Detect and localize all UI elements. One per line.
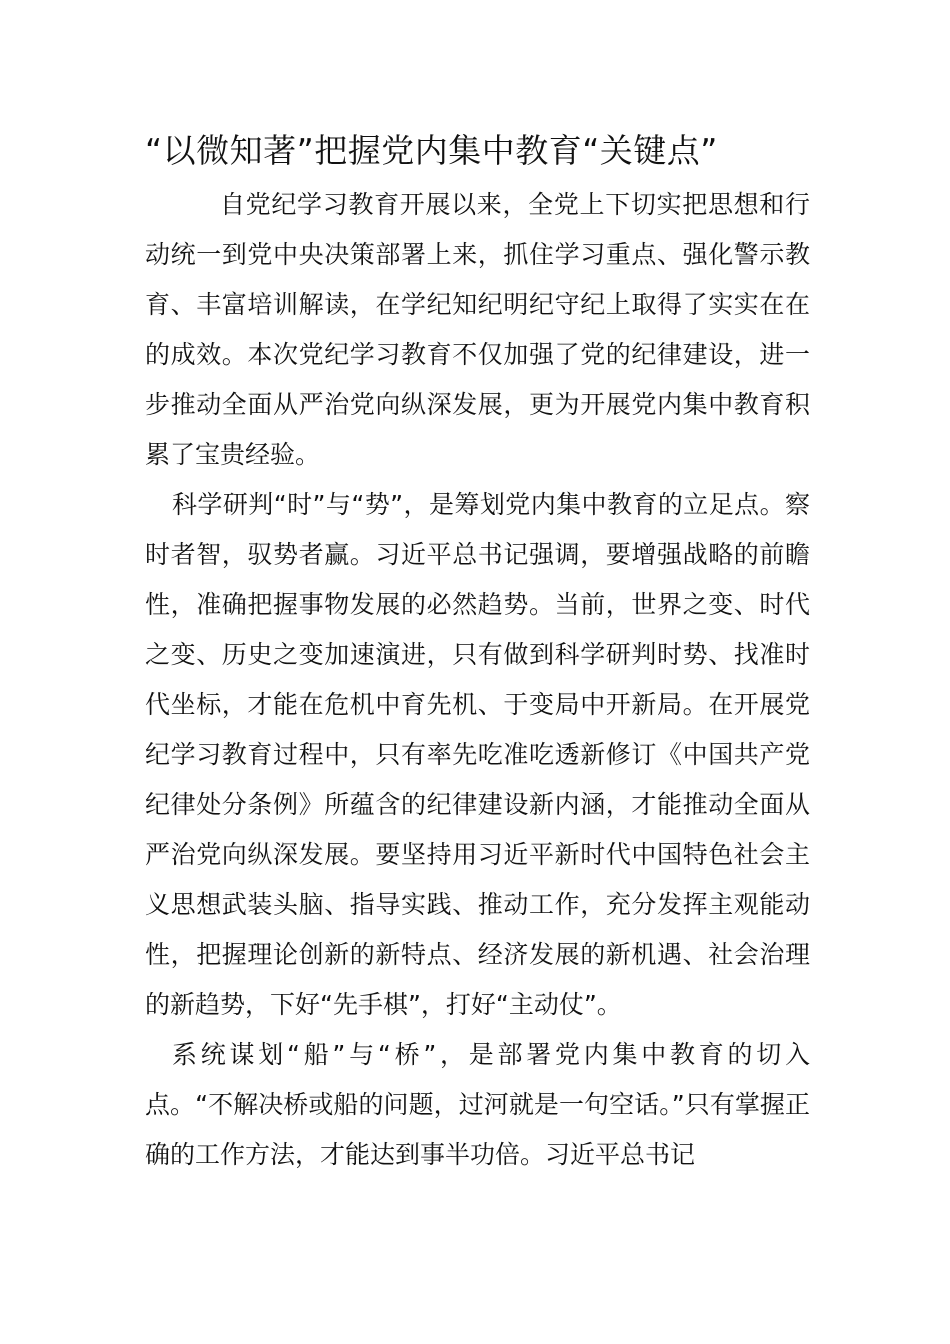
paragraph-intro: 自党纪学习教育开展以来，全党上下切实把思想和行动统一到党中央决策部署上来，抓住学习重点、强化警示教育、丰富培训解读，在学纪知纪明纪守纪上取得了实实在在的成效。本次党纪学习教育不仅加强了党的纪律建设，进一步推动全面从严治党向纵深发展，更为开展党内集中教育积累了宝贵经验。: [145, 190, 810, 469]
document-body: [145, 180, 810, 1180]
document-title: “以微知著”把握党内集中教育“关键点”: [145, 131, 718, 170]
paragraph-time-and-trend: 科学研判“时”与“势”，是筹划党内集中教育的立足点。察时者智，驭势者赢。习近平总书记强调，要增强战略的前瞻性，准确把握事物发展的必然趋势。当前，世界之变、时代之变、历史之变加速演进，只有做到科学研判时势、找准时代坐标，才能在危机中育先机、于变局中开新局。在开展党纪学习教育过程中，只有率先吃准吃透新修订《中国共产党纪律处分条例》所蕴含的纪律建设新内涵，才能推动全面从严治党向纵深发展。要坚持用习近平新时代中国特色社会主义思想武装头脑、指导实践、推动工作，充分发挥主观能动性，把握理论创新的新特点、经济发展的新机遇、社会治理的新趋势，下好“先手棋”，打好“主动仗”。: [145, 490, 810, 1019]
paragraph-boat-and-bridge: 系统谋划“船”与“桥”，是部署党内集中教育的切入点。“不解决桥或船的问题，过河就是一句空话。”只有掌握正确的工作方法，才能达到事半功倍。习近平总书记: [145, 1040, 810, 1169]
